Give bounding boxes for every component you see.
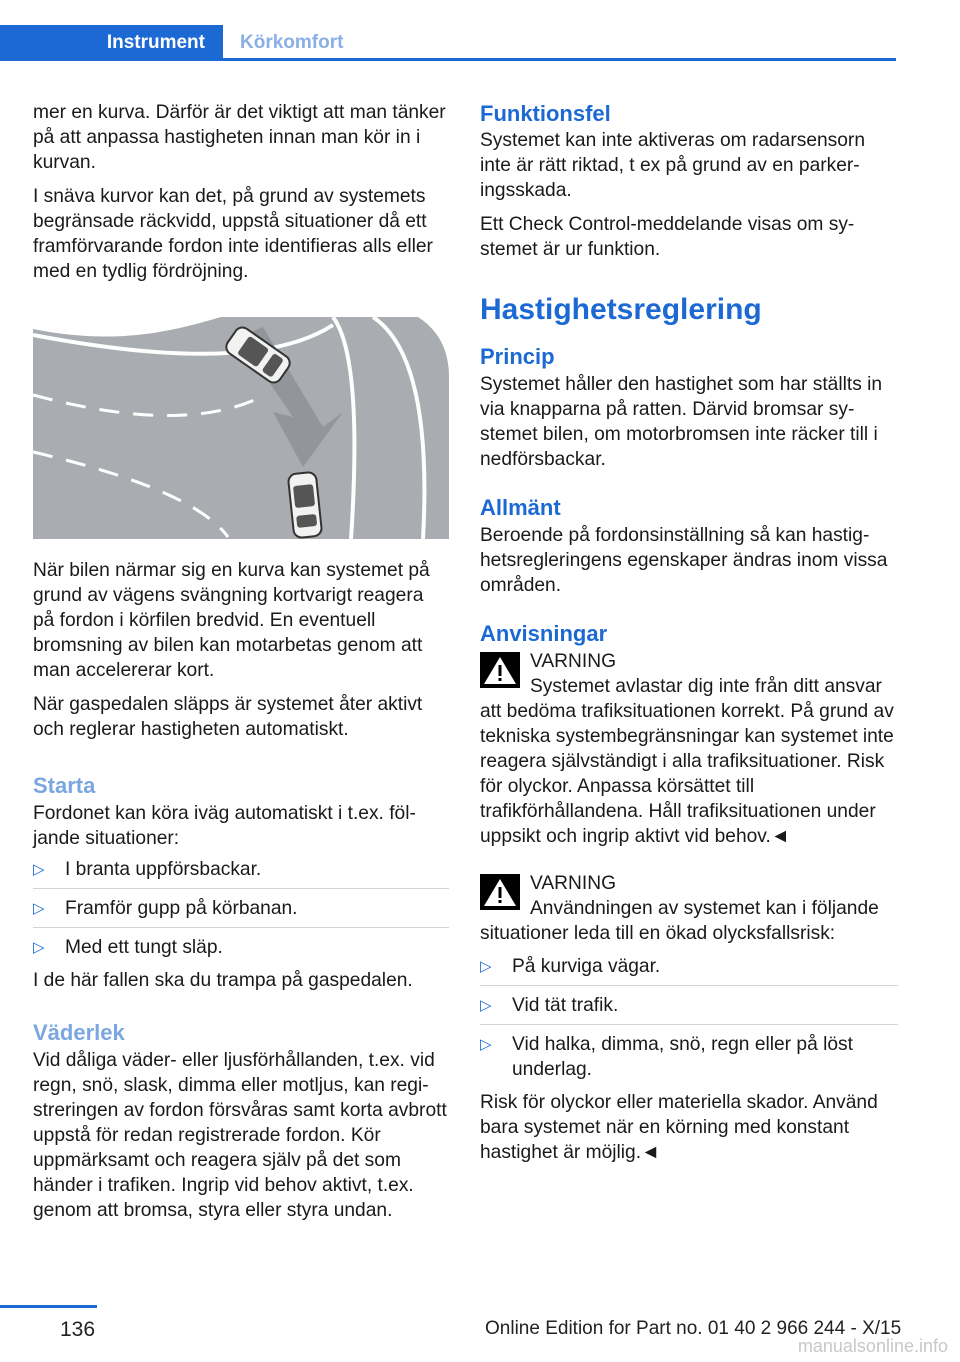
paragraph: mer en kurva. Därför är det viktigt att man tänker på att anpassa hastigheten innan man kör in i kurvan. xyxy=(33,102,446,173)
starta-list xyxy=(33,857,449,966)
warning-block xyxy=(480,649,898,849)
warning-list xyxy=(480,954,898,1088)
warning-triangle-icon xyxy=(480,874,520,910)
warning-title: VARNING xyxy=(530,651,616,672)
footer-rule xyxy=(0,1305,97,1308)
paragraph: Systemet håller den hastighet som har ställts in via knapparna på ratten. Därvid bromsar systemet bilen, om motorbromsen inte räcker till i nedförsbackar. xyxy=(480,374,883,470)
triangle-right-icon: ▷ xyxy=(33,939,45,956)
list-item: ▷ Med ett tungt släp. xyxy=(33,937,223,958)
page-number: 136 xyxy=(60,1318,96,1341)
heading-vaderlek: Väderlek xyxy=(33,1020,125,1045)
warning-text: Systemet avlastar dig inte från ditt ansvar att bedöma trafiksituationen korrekt. På grund av tekniska systembegränsningar kan systemet inte reagera självständigt i alla trafiksituationer. Risk för olyckor. Anpassa körsättet till trafikförhållandena. Håll trafiksituationen under uppsikt och ingrip aktivt vid behov.◄ xyxy=(480,676,894,847)
warning-block xyxy=(480,871,898,946)
heading-anvisningar: Anvisningar xyxy=(480,621,608,646)
paragraph: Beroende på fordonsinställning så kan hastighetsregleringens egenskaper ändras inom vissa områden. xyxy=(480,525,888,596)
tab-instrument[interactable]: Instrument xyxy=(0,25,223,61)
paragraph: Fordonet kan köra iväg automatiskt i t.ex. följande situationer: xyxy=(33,803,416,849)
triangle-right-icon: ▷ xyxy=(480,1036,492,1053)
list-item: ▷ I branta uppförsbackar. xyxy=(33,857,449,889)
heading-allmant: Allmänt xyxy=(480,495,561,520)
paragraph: Systemet kan inte aktiveras om radarsensorn inte är rätt riktad, t ex på grund av en parkeringsskada. xyxy=(480,130,865,201)
car-bottom xyxy=(288,472,323,539)
triangle-right-icon: ▷ xyxy=(33,900,45,917)
edition-text: Online Edition for Part no. 01 40 2 966 244 - X/15 xyxy=(485,1318,902,1339)
list-item: ▷ Framför gupp på körbanan. xyxy=(33,896,449,928)
triangle-right-icon: ▷ xyxy=(33,861,45,878)
paragraph: När gaspedalen släpps är systemet åter aktivt och reglerar hastigheten automatiskt. xyxy=(33,694,423,740)
right-column xyxy=(480,100,898,1174)
list-item: ▷ Vid tät trafik. xyxy=(480,993,898,1025)
left-column xyxy=(33,100,449,1232)
heading-starta: Starta xyxy=(33,773,96,798)
triangle-right-icon: ▷ xyxy=(480,958,492,975)
chapter-tabbar xyxy=(0,25,896,61)
tab-korkomfort[interactable]: Körkomfort xyxy=(240,32,344,53)
list-item: ▷ Vid halka, dimma, snö, regn eller på löst underlag. xyxy=(480,1034,853,1080)
paragraph: I snäva kurvor kan det, på grund av systemets begränsade räckvidd, uppstå situationer då ett framförvarande fordon inte identifieras alls eller med en tydlig fördröjning. xyxy=(33,186,433,282)
heading-princip: Princip xyxy=(480,344,555,369)
triangle-right-icon: ▷ xyxy=(480,997,492,1014)
paragraph: När bilen närmar sig en kurva kan systemet på grund av vägens svängning kortvarigt reagera på fordon i körfilen bredvid. En eventuell bromsning av bilen kan motarbetas genom att man accelererar kort. xyxy=(33,560,430,681)
watermark: manualsonline.info xyxy=(797,1336,948,1356)
warning-title: VARNING xyxy=(530,873,616,894)
warning-text: Användningen av systemet kan i följande situationer leda till en ökad olycksfallsrisk: xyxy=(480,898,879,944)
paragraph: Vid dåliga väder- eller ljusförhållanden, t.ex. vid regn, snö, slask, dimma eller motljus, kan registreringen av fordon försvåras samt korta avbrott uppstå för redan registrerade fordon. Kör uppmärksamt och reagera själv på det som händer i trafiken. Ingrip vid behov aktivt, t.ex. genom att bromsa, styra eller styra undan. xyxy=(33,1050,447,1221)
tabbar-underline xyxy=(0,58,896,61)
paragraph: Risk för olyckor eller materiella skador. Använd bara systemet när en körning med konstant hastighet är möjlig.◄ xyxy=(480,1092,878,1163)
paragraph: Ett Check Control-meddelande visas om systemet är ur funktion. xyxy=(480,214,855,260)
heading-hastighetsreglering: Hastighetsreglering xyxy=(480,293,762,326)
heading-funktionsfel: Funktionsfel xyxy=(480,101,611,126)
warning-triangle-icon xyxy=(480,652,520,688)
curve-illustration xyxy=(33,317,449,539)
paragraph: I de här fallen ska du trampa på gaspedalen. xyxy=(33,970,413,991)
list-item: ▷ På kurviga vägar. xyxy=(480,954,898,986)
